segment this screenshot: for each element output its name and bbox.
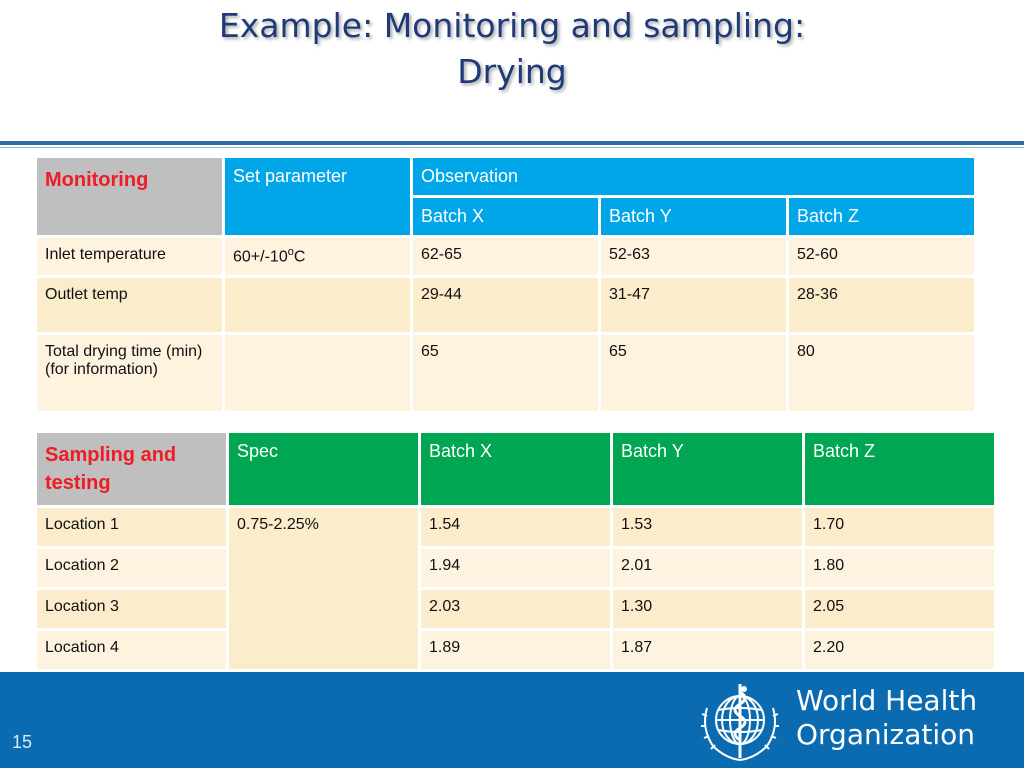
monitoring-header-label: Monitoring — [45, 169, 149, 191]
who-emblem-icon — [695, 678, 785, 764]
sampling-header-cell — [37, 433, 226, 505]
row-label: Location 4 — [37, 631, 226, 669]
batch-z-value: 52-60 — [789, 238, 974, 275]
spec-header: Spec — [229, 433, 418, 505]
batch-z-value: 1.70 — [805, 508, 994, 546]
slide-title-line2: Drying — [457, 52, 567, 91]
degree-superscript: o — [287, 246, 294, 258]
who-logo-text — [796, 684, 977, 752]
batch-z-header: Batch Z — [805, 433, 994, 505]
batch-x-value: 62-65 — [413, 238, 598, 275]
set-parameter-cell — [225, 238, 410, 275]
row-label: Outlet temp — [37, 278, 222, 332]
table-row — [37, 278, 974, 332]
batch-y-header: Batch Y — [601, 198, 786, 235]
observation-header: Observation — [413, 158, 974, 195]
set-parameter-value: 60+/-10 — [233, 248, 288, 266]
row-label: Location 3 — [37, 590, 226, 628]
batch-y-header: Batch Y — [613, 433, 802, 505]
monitoring-table — [34, 155, 977, 414]
row-label: Location 1 — [37, 508, 226, 546]
batch-y-value: 65 — [601, 335, 786, 411]
row-label: Location 2 — [37, 549, 226, 587]
batch-y-value: 2.01 — [613, 549, 802, 587]
row-label: Total drying time (min) (for information) — [37, 335, 222, 411]
table-row — [37, 238, 974, 275]
who-name-line1: World Health — [796, 684, 978, 717]
batch-y-value: 31-47 — [601, 278, 786, 332]
page-number: 15 — [12, 732, 33, 752]
spec-value: 0.75-2.25% — [229, 508, 418, 669]
batch-z-value: 1.80 — [805, 549, 994, 587]
set-parameter-header: Set parameter — [225, 158, 410, 235]
title-divider-thin — [0, 147, 1024, 148]
slide-title — [0, 0, 1024, 140]
batch-x-value: 1.89 — [421, 631, 610, 669]
slide-title-line1: Example: Monitoring and sampling: — [218, 6, 806, 45]
monitoring-header-cell — [37, 158, 222, 235]
row-label: Inlet temperature — [37, 238, 222, 275]
table-row — [37, 549, 994, 587]
batch-x-header: Batch X — [413, 198, 598, 235]
batch-x-value: 65 — [413, 335, 598, 411]
sampling-table — [34, 430, 997, 672]
batch-z-header: Batch Z — [789, 198, 974, 235]
batch-z-value: 28-36 — [789, 278, 974, 332]
batch-x-header: Batch X — [421, 433, 610, 505]
table-row — [37, 508, 994, 546]
batch-x-value: 1.94 — [421, 549, 610, 587]
who-name-line2: Organization — [796, 718, 976, 751]
batch-z-value: 2.05 — [805, 590, 994, 628]
batch-x-value: 1.54 — [421, 508, 610, 546]
batch-y-value: 52-63 — [601, 238, 786, 275]
table-row — [37, 590, 994, 628]
batch-y-value: 1.53 — [613, 508, 802, 546]
title-divider — [0, 141, 1024, 145]
table-row — [37, 335, 974, 411]
batch-x-value: 2.03 — [421, 590, 610, 628]
set-parameter-unit: C — [293, 248, 306, 266]
set-parameter-cell — [225, 335, 410, 411]
batch-y-value: 1.87 — [613, 631, 802, 669]
slide-footer — [0, 672, 1024, 768]
table-row — [37, 631, 994, 669]
batch-z-value: 80 — [789, 335, 974, 411]
set-parameter-cell — [225, 278, 410, 332]
sampling-header-label: Sampling and testing — [45, 444, 177, 494]
batch-y-value: 1.30 — [613, 590, 802, 628]
batch-x-value: 29-44 — [413, 278, 598, 332]
batch-z-value: 2.20 — [805, 631, 994, 669]
